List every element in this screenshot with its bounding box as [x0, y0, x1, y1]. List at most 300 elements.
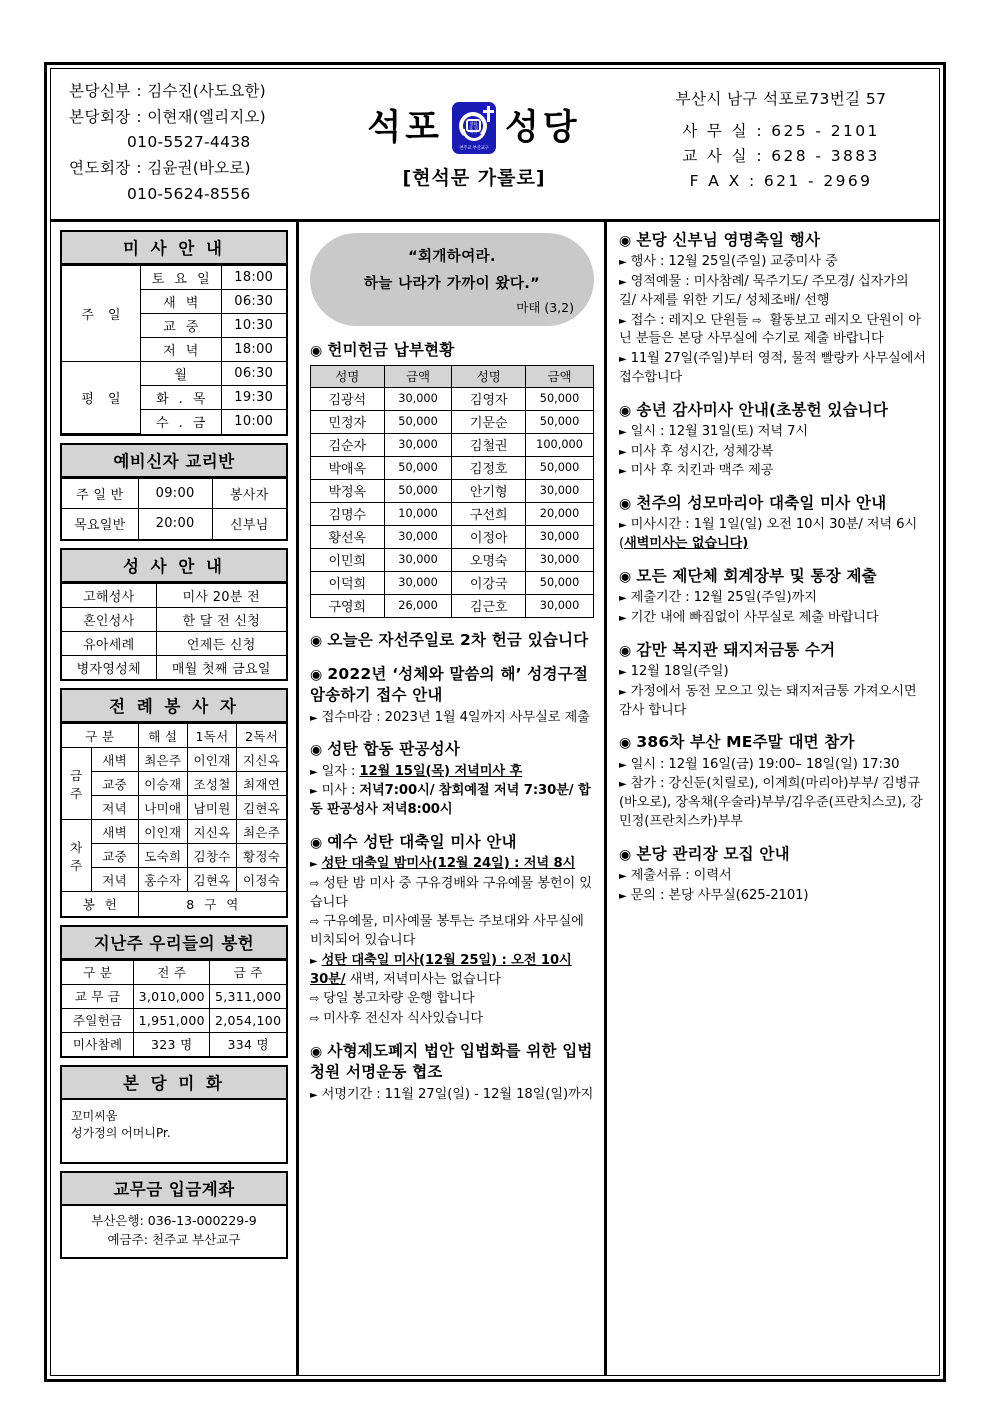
list-item	[310, 709, 594, 728]
donor-amount: 30,000	[526, 549, 594, 572]
donor-amount: 26,000	[384, 595, 452, 618]
deadline-text: 접수마감 : 2023년 1월 4일까지 사무실로 제출	[321, 709, 590, 725]
bullet-icon: ◉	[310, 1043, 323, 1060]
liturgy-commentary: 이인재	[138, 820, 187, 844]
yearend-mass-section	[619, 400, 927, 482]
offering-box	[60, 925, 288, 1059]
arrow-icon: ►	[619, 446, 627, 458]
catechumen-class: 목요일반	[62, 509, 138, 539]
confession-date-label: 일자 :	[321, 763, 360, 779]
catechumen-time: 09:00	[138, 479, 212, 509]
mass-time: 10:30	[221, 314, 286, 338]
arrow-icon: ►	[619, 871, 627, 883]
account-bank: 부산은행: 036-13-000229-9	[91, 1213, 257, 1228]
donor-name: 박애옥	[311, 457, 385, 480]
table-row	[62, 509, 286, 539]
donor-name: 황선옥	[311, 526, 385, 549]
arrow-icon: ►	[619, 593, 627, 605]
donor-name: 기문순	[452, 411, 526, 434]
table-row	[62, 655, 286, 679]
sacrament-name: 고해성사	[62, 583, 156, 607]
list-item	[619, 589, 927, 608]
offering-curr: 2,054,100	[210, 1008, 286, 1032]
list-item	[310, 875, 594, 912]
liturgy-commentary: 이승재	[138, 772, 187, 796]
donor-name: 김근호	[452, 595, 526, 618]
account-content	[62, 1206, 286, 1257]
piggybank-date: 12월 18일(주일)	[630, 664, 729, 680]
arrow-icon: ►	[310, 955, 318, 967]
manger-text: 성탄 밤 미사 중 구유경배와 구유예물 봉헌이 있습니다	[310, 875, 592, 910]
mary-motherofgod-title: 천주의 성모마리아 대축일 미사 안내	[636, 494, 887, 513]
account-holder: 예금주: 천주교 부산교구	[107, 1231, 241, 1247]
offering-header-curr: 금 주	[210, 960, 286, 984]
donor-amount: 30,000	[384, 526, 452, 549]
table-header-row	[311, 366, 594, 388]
priest-feast-title: 본당 신부님 영명축일 행사	[636, 231, 821, 249]
fax-number: F A X : 621 - 2969	[689, 172, 873, 191]
scripture-memorization-heading	[310, 664, 594, 707]
donor-name: 이정아	[452, 526, 526, 549]
caretaker-recruit-section	[619, 844, 927, 906]
header-title-block	[309, 69, 639, 219]
church-address: 부산시 남구 석포로73번길 57	[675, 90, 887, 108]
list-item	[619, 756, 927, 775]
donor-amount: 50,000	[384, 480, 452, 503]
donor-name: 구영희	[311, 595, 385, 618]
table-row	[62, 748, 286, 772]
sacrament-name: 병자영성체	[62, 655, 156, 679]
offering-label: 미사참례	[62, 1032, 134, 1056]
table-row	[311, 549, 594, 572]
donation-section	[310, 340, 594, 618]
sacrament-detail: 매월 첫째 금요일	[156, 655, 286, 679]
yeondo-line	[69, 156, 309, 182]
donor-amount: 30,000	[384, 434, 452, 457]
offering-title: 지난주 우리들의 봉헌	[62, 927, 286, 960]
signature-period-text: 서명기간 : 11월 27일(일) - 12월 18일(일)까지	[321, 1086, 594, 1102]
liturgy-table	[62, 723, 286, 916]
table-row	[62, 362, 286, 386]
newyear-mass-note: 새벽미사는 없습니다)	[624, 536, 749, 552]
logo-inner-text: 평화를 빕니다	[466, 119, 481, 132]
liturgy-week-next: 차 주	[62, 820, 91, 892]
donor-name: 안기형	[452, 480, 526, 503]
beautify-line2: 성가정의 어머니Pr.	[71, 1126, 171, 1141]
arrow-icon: ►	[619, 354, 627, 366]
donation-header-amount2: 금액	[526, 366, 594, 388]
mass-when: 새 벽	[140, 290, 221, 314]
table-row	[62, 796, 286, 820]
chair-name: 이현재(엘리지오)	[147, 107, 266, 126]
table-row	[62, 607, 286, 631]
mass-time: 06:30	[221, 362, 286, 386]
piggybank-title: 감만 복지관 돼지저금통 수거	[636, 640, 836, 659]
bullet-icon: ◉	[619, 568, 632, 585]
liturgy-commentary: 도숙희	[138, 844, 187, 868]
bullet-icon: ◉	[619, 402, 632, 419]
death-penalty-title: 사형제도폐지 법안 입법화를 위한 입법청원 서명운동 협조	[310, 1041, 593, 1082]
list-item	[310, 1086, 594, 1105]
piggybank-collection-section	[619, 640, 927, 721]
bullet-icon: ◉	[310, 666, 323, 683]
liturgy-reading2: 지신옥	[237, 748, 286, 772]
sacrament-box	[60, 548, 288, 682]
liturgy-time: 교중	[91, 772, 138, 796]
liturgy-header-reading1: 1독서	[187, 724, 236, 748]
donor-amount: 50,000	[384, 457, 452, 480]
envelope-text: 구유예물, 미사예물 봉투는 주보대와 사무실에 비치되어 있습니다	[310, 914, 584, 949]
table-row	[311, 572, 594, 595]
table-row	[62, 868, 286, 892]
list-item	[310, 763, 594, 782]
account-box	[60, 1171, 288, 1259]
offering-curr: 334 명	[210, 1032, 286, 1056]
bullet-icon: ◉	[310, 742, 323, 759]
bullet-icon: ◉	[619, 496, 632, 513]
bullet-icon: ◉	[619, 735, 632, 752]
list-item	[310, 855, 594, 874]
bullet-icon: ◉	[619, 642, 632, 659]
night-mass-text: 성탄 대축일 밤미사(12월 24일) : 저녁 8시	[321, 856, 576, 872]
christmas-confession-heading	[310, 739, 594, 760]
donor-name: 이민희	[311, 549, 385, 572]
meal-text: 미사후 전신자 식사있습니다	[323, 1011, 483, 1027]
logo-cross-icon	[487, 106, 490, 122]
liturgy-offering-label: 봉 헌	[62, 892, 138, 916]
christmas-mass-section	[310, 832, 594, 1029]
liturgy-header-division: 구 분	[62, 724, 138, 748]
donation-table	[310, 365, 594, 618]
arrow-icon: ►	[619, 890, 627, 902]
bullet-icon: ◉	[310, 343, 323, 359]
table-row	[62, 1032, 286, 1056]
caretaker-contact: 문의 : 본당 사무실(625-2101)	[630, 887, 809, 903]
offering-prev: 1,951,000	[134, 1008, 210, 1032]
mass-when: 교 중	[140, 314, 221, 338]
liturgy-reading2: 최은주	[237, 820, 286, 844]
catechumen-teacher: 봉사자	[212, 479, 286, 509]
donor-amount: 30,000	[384, 388, 452, 411]
account-title: 교무금 입금계좌	[62, 1173, 286, 1206]
scripture-memorization-title: 2022년 ‘성체와 말씀의 해’ 성경구절 암송하기 접수 안내	[310, 664, 588, 705]
sacrament-name: 혼인성사	[62, 607, 156, 631]
christmas-confession-title: 성탄 합동 판공성사	[327, 740, 460, 759]
death-penalty-petition-section	[310, 1041, 594, 1104]
arrow-icon: ►	[619, 520, 627, 532]
list-item	[619, 423, 927, 442]
list-item	[619, 775, 927, 831]
catechumen-table	[62, 478, 286, 539]
scripture-quote-box	[310, 233, 594, 326]
list-item	[619, 663, 927, 682]
donor-name: 김정호	[452, 457, 526, 480]
list-item	[619, 516, 927, 553]
table-row	[62, 266, 286, 290]
me-weekend-participants: 참가 : 강신둔(치릴로), 이계희(마리아)부부/ 김병규(바오로), 장옥채(우술라)부부/김우준(프란치스코), 강민정(프란치스카)부부	[619, 776, 923, 829]
church-name-part1: 석포	[367, 107, 443, 148]
list-item	[310, 782, 594, 819]
donor-name: 이덕희	[311, 572, 385, 595]
arrow-icon: ►	[619, 257, 627, 269]
left-column	[51, 222, 299, 1375]
donor-name: 김순자	[311, 434, 385, 457]
sacrament-table	[62, 583, 286, 680]
priest-name: 김수진(사도요한)	[147, 82, 266, 100]
weekday-label: 평 일	[62, 362, 140, 434]
mass-when: 화 . 목	[140, 386, 221, 410]
liturgy-commentary: 나미애	[138, 796, 187, 820]
arrow-icon: ►	[619, 277, 627, 289]
sacrament-detail: 언제든 신청	[156, 631, 286, 655]
mass-guide-title: 미 사 안 내	[62, 232, 286, 265]
offering-prev: 323 명	[134, 1032, 210, 1056]
yearend-datetime: 일시 : 12월 31일(토) 저녁 7시	[630, 423, 809, 439]
quote-reference: 마태 (3,2)	[516, 300, 574, 315]
list-item	[619, 683, 927, 720]
list-item	[310, 913, 594, 950]
mass-guide-box	[60, 230, 288, 436]
table-row	[62, 631, 286, 655]
yearend-refreshments: 미사 후 치킨과 맥주 제공	[630, 463, 774, 479]
donation-title: 헌미헌금 납부현황	[327, 341, 455, 359]
arrow2-icon: ⇨	[310, 876, 320, 890]
sacrament-detail: 한 달 전 신청	[156, 607, 286, 631]
logo-swoosh	[462, 129, 486, 141]
yeondo-label: 연도회장 :	[69, 159, 143, 178]
catechumen-box	[60, 443, 288, 541]
donor-name: 김철권	[452, 434, 526, 457]
beautify-content	[62, 1100, 286, 1162]
priest-label: 본당신부 :	[69, 82, 143, 100]
liturgy-reading2: 김현옥	[237, 796, 286, 820]
me-weekend-section	[619, 732, 927, 831]
diocese-logo-icon	[452, 102, 496, 154]
bulletin-page	[44, 62, 946, 1382]
quote-line1: “회개하여라.	[408, 249, 496, 265]
arrow2-icon: ⇨	[310, 1012, 320, 1026]
yearend-holyhour: 미사 후 성시간, 성체강복	[630, 443, 774, 459]
list-item	[619, 462, 927, 481]
arrow-icon: ►	[619, 613, 627, 625]
donor-name: 김명수	[311, 503, 385, 526]
list-item	[619, 867, 927, 886]
arrow-icon: ►	[619, 466, 627, 478]
catechumen-title: 예비신자 교리반	[62, 445, 286, 478]
liturgy-title: 전 례 봉 사 자	[62, 690, 286, 723]
donation-heading	[310, 340, 594, 361]
donor-amount: 50,000	[526, 457, 594, 480]
quote-line2: 하늘 나라가 가까이 왔다.”	[363, 276, 541, 292]
arrow-icon: ►	[619, 686, 627, 698]
liturgy-time: 교중	[91, 844, 138, 868]
mass-when: 저 녁	[140, 338, 221, 362]
bulletin-body	[51, 222, 939, 1375]
table-row	[62, 1008, 286, 1032]
beautify-line1: 꼬미씨움	[71, 1109, 118, 1123]
donor-amount: 30,000	[526, 480, 594, 503]
liturgy-reading2: 황정숙	[237, 844, 286, 868]
arrow-icon: ►	[619, 779, 627, 791]
table-header-row	[62, 960, 286, 984]
middle-column	[299, 222, 607, 1375]
ledger-submission-section	[619, 566, 927, 628]
confession-mass-value: 저녁7:00시/ 참회예절 저녁 7:30분/ 합동 판공성사 저녁8:00시	[310, 783, 591, 818]
liturgy-reading1: 이인재	[187, 748, 236, 772]
liturgy-header-commentary: 해 설	[138, 724, 187, 748]
day-mass-text: 성탄 대축일 미사(12월 25일) : 오전 10시 30분/	[310, 952, 572, 987]
scripture-memorization-section	[310, 664, 594, 727]
donor-amount: 20,000	[526, 503, 594, 526]
priest-line	[69, 79, 309, 105]
liturgy-reading2: 이정숙	[237, 868, 286, 892]
ledger-note: 기간 내에 빠짐없이 사무실로 제출 바랍니다	[630, 610, 879, 626]
arrow2-icon: ⇨	[310, 992, 320, 1006]
donor-name: 김영자	[452, 388, 526, 411]
mass-when: 토 요 일	[140, 266, 221, 290]
ledger-submission-title: 모든 제단체 회계장부 및 통장 제출	[636, 566, 877, 585]
donor-amount: 10,000	[384, 503, 452, 526]
table-row	[311, 480, 594, 503]
liturgy-commentary: 홍수자	[138, 868, 187, 892]
sacrament-name: 유아세례	[62, 631, 156, 655]
charity-sunday-heading	[310, 630, 594, 651]
arrow-icon: ►	[619, 667, 627, 679]
list-item	[310, 952, 594, 989]
bullet-icon: ◉	[619, 846, 632, 863]
yearend-mass-title: 송년 감사미사 안내(초봉헌 있습니다	[636, 400, 889, 419]
liturgy-time: 저녁	[91, 796, 138, 820]
pallanca-text: 11월 27일(주일)부터 영적, 물적 빨랑카 사무실에서 접수합니다	[619, 351, 926, 385]
chair-line	[69, 105, 309, 131]
donor-amount: 50,000	[526, 388, 594, 411]
yeondo-name: 김윤권(바오로)	[147, 159, 251, 178]
mary-motherofgod-section	[619, 493, 927, 554]
list-item	[619, 609, 927, 628]
list-item	[619, 273, 927, 310]
mass-guide-table	[62, 265, 286, 434]
liturgy-reading1: 지신옥	[187, 820, 236, 844]
arrow-icon: ►	[310, 712, 318, 724]
liturgy-offering-value: 8 구 역	[138, 892, 286, 916]
arrow-icon: ►	[310, 766, 318, 778]
table-header-row	[62, 724, 286, 748]
ledger-deadline: 제출기간 : 12월 25일(주일)까지	[630, 590, 817, 606]
table-row	[311, 388, 594, 411]
spiritual-gift-text: 영적예물 : 미사참례/ 묵주기도/ 주모경/ 십자가의 길/ 사제를 위한 기도/ 성체조배/ 선행	[619, 274, 909, 308]
offering-prev: 3,010,000	[134, 984, 210, 1008]
liturgy-time: 새벽	[91, 820, 138, 844]
mass-when: 월	[140, 362, 221, 386]
table-row	[62, 772, 286, 796]
donation-header-amount1: 금액	[384, 366, 452, 388]
shuttle-text: 당일 봉고차량 운행 합니다	[323, 991, 475, 1007]
donation-header-name1: 성명	[311, 366, 385, 388]
liturgy-reading1: 조성철	[187, 772, 236, 796]
liturgy-time: 저녁	[91, 868, 138, 892]
table-row	[311, 457, 594, 480]
mass-time: 18:00	[221, 266, 286, 290]
title-row	[367, 102, 580, 154]
donor-amount: 30,000	[384, 572, 452, 595]
caretaker-recruit-heading	[619, 844, 927, 865]
sunday-label: 주 일	[62, 266, 140, 362]
beautify-title: 본 당 미 화	[62, 1067, 286, 1100]
arrow-icon: ►	[619, 315, 627, 327]
submission-text-a: 접수 : 레지오 단원들	[630, 312, 749, 328]
donor-amount: 30,000	[526, 595, 594, 618]
donor-name: 이강국	[452, 572, 526, 595]
donor-name: 박정옥	[311, 480, 385, 503]
priest-feast-heading	[619, 230, 927, 251]
church-name-part2: 성당	[505, 107, 581, 148]
sacrament-detail: 미사 20분 전	[156, 583, 286, 607]
donor-name: 구선희	[452, 503, 526, 526]
liturgy-reading2: 최재연	[237, 772, 286, 796]
liturgy-commentary: 최은주	[138, 748, 187, 772]
arrow-icon: ►	[310, 859, 318, 871]
liturgy-header-reading2: 2독서	[237, 724, 286, 748]
bulletin-header	[51, 69, 939, 222]
confession-date-value: 12월 15일(목) 저녁미사 후	[359, 763, 523, 779]
logo-caption: 천주교 부산교구	[459, 146, 489, 151]
donor-amount: 50,000	[384, 411, 452, 434]
chair-phone: 010-5527-4438	[127, 133, 251, 152]
offering-curr: 5,311,000	[210, 984, 286, 1008]
caretaker-recruit-title: 본당 관리장 모집 안내	[636, 844, 790, 863]
christmas-confession-section	[310, 739, 594, 820]
caretaker-documents: 제출서류 : 이력서	[630, 868, 732, 884]
arrow-icon: ►	[310, 1089, 318, 1101]
mass-time: 19:30	[221, 386, 286, 410]
charity-sunday-section	[310, 630, 594, 651]
christmas-mass-heading	[310, 832, 594, 853]
liturgy-time: 새벽	[91, 748, 138, 772]
beautify-box	[60, 1065, 288, 1164]
catechumen-time: 20:00	[138, 509, 212, 539]
bullet-icon: ◉	[310, 633, 323, 650]
donor-name: 민정자	[311, 411, 385, 434]
offering-table	[62, 960, 286, 1057]
offering-header-prev: 전 주	[134, 960, 210, 984]
bulletin-inner-border	[50, 68, 940, 1376]
donor-name: 오명숙	[452, 549, 526, 572]
list-item	[619, 443, 927, 462]
donor-amount: 50,000	[526, 411, 594, 434]
list-item	[310, 990, 594, 1009]
office-phone: 사 무 실 : 625 - 2101	[682, 122, 880, 141]
submission-text-b: 활동보고 레지오 단원이 아닌 분들은 본당 사무실에 수기로 제출 바랍니다	[619, 312, 921, 347]
church-subtitle: [현석문 가롤로]	[402, 167, 546, 189]
arrow-icon: ►	[619, 426, 627, 438]
piggybank-heading	[619, 640, 927, 661]
mass-time: 06:30	[221, 290, 286, 314]
day-mass-note: 새벽, 저녁미사는 없습니다	[345, 971, 501, 987]
table-row	[62, 844, 286, 868]
offering-label: 주일헌금	[62, 1008, 134, 1032]
table-row	[62, 479, 286, 509]
arrow2-icon: ⇨	[752, 313, 762, 327]
offering-label: 교 무 금	[62, 984, 134, 1008]
right-column	[607, 222, 939, 1375]
donor-amount: 50,000	[526, 572, 594, 595]
feast-event-text: 행사 : 12월 25일(주일) 교중미사 중	[630, 254, 838, 270]
mary-motherofgod-heading	[619, 493, 927, 514]
table-row	[62, 892, 286, 916]
arrow2-icon: ⇨	[310, 915, 320, 929]
piggybank-note: 가정에서 동전 모으고 있는 돼지저금통 가져오시면 감사 합니다	[619, 683, 917, 718]
table-row	[311, 526, 594, 549]
